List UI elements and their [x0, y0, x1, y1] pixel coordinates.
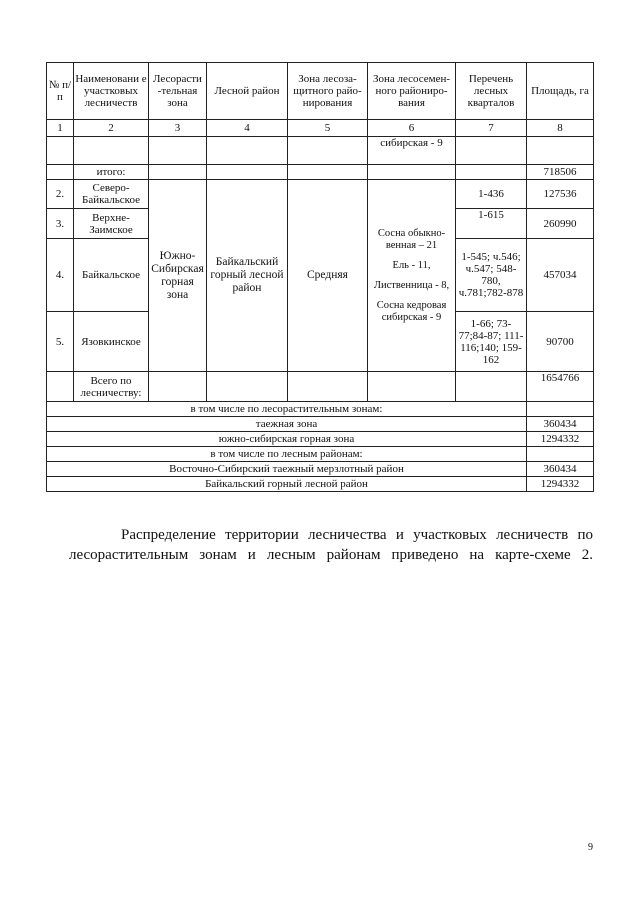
summary-label: в том числе по лесным районам:	[47, 447, 527, 462]
page-number: 9	[588, 842, 593, 853]
header-region: Лесной район	[207, 63, 288, 120]
row-quarters: 1-436	[456, 180, 527, 209]
row-num: 3.	[47, 209, 74, 239]
species-larch: Лиственница - 8,	[373, 279, 450, 291]
species-spruce: Ель - 11,	[392, 259, 431, 271]
col-number: 3	[149, 120, 207, 137]
row-num: 5.	[47, 312, 74, 372]
row-num: 2.	[47, 180, 74, 209]
summary-label: Восточно-Сибирский таежный мерзлотный район	[47, 462, 527, 477]
header-quarters: Перечень лесных кварталов	[456, 63, 527, 120]
total-label: Всего по лесничеству:	[74, 372, 149, 402]
header-num: № п/п	[47, 63, 74, 120]
species-cedar: Сосна кедровая сибирская - 9	[376, 299, 447, 323]
summary-value: 360434	[527, 462, 594, 477]
body-paragraph	[69, 525, 593, 565]
itogo-row	[47, 165, 594, 180]
col-number: 2	[74, 120, 149, 137]
column-number-row	[47, 120, 594, 137]
continuation-row	[47, 137, 594, 165]
summary-row	[47, 432, 594, 447]
summary-row	[47, 462, 594, 477]
summary-row	[47, 447, 594, 462]
summary-value	[527, 447, 594, 462]
col-number: 4	[207, 120, 288, 137]
summary-label: таежная зона	[47, 417, 527, 432]
merged-zone: Южно-Сибирская горная зона	[149, 180, 207, 372]
row-name: Верхне-Заимское	[74, 209, 149, 239]
itogo-value: 718506	[527, 165, 594, 180]
header-zone: Лесорасти -тельная зона	[149, 63, 207, 120]
species-pine: Сосна обыкно-венная – 21	[377, 227, 446, 251]
summary-label: южно-сибирская горная зона	[47, 432, 527, 447]
row-area: 90700	[527, 312, 594, 372]
merged-protect-zone: Средняя	[288, 180, 368, 372]
total-value: 1654766	[527, 372, 594, 402]
col-number: 1	[47, 120, 74, 137]
summary-row	[47, 417, 594, 432]
summary-value: 1294332	[527, 477, 594, 492]
summary-label: Байкальский горный лесной район	[47, 477, 527, 492]
row-quarters: 1-545; ч.546; ч.547; 548-780, ч.781;782-878	[456, 239, 527, 312]
header-name: Наименовани е участковых лесничеств	[74, 63, 149, 120]
summary-label: в том числе по лесорастительным зонам:	[47, 402, 527, 417]
continued-species: сибирская - 9	[368, 137, 456, 165]
total-row	[47, 372, 594, 402]
merged-species	[368, 180, 456, 372]
row-num: 4.	[47, 239, 74, 312]
summary-row	[47, 477, 594, 492]
row-name: Язовкинское	[74, 312, 149, 372]
col-number: 5	[288, 120, 368, 137]
header-protect-zone: Зона лесоза-щитного райо-нирования	[288, 63, 368, 120]
itogo-label: итого:	[74, 165, 149, 180]
col-number: 8	[527, 120, 594, 137]
paragraph-text: Распределение территории лесничества и участковых лесничеств по лесорастительным зонам и лесным районам приведено на карте-схеме 2.	[69, 527, 593, 563]
merged-region: Байкальский горный лесной район	[207, 180, 288, 372]
row-name: Северо-Байкальское	[74, 180, 149, 209]
summary-row	[47, 402, 594, 417]
row-quarters: 1-615	[456, 209, 527, 239]
row-area: 127536	[527, 180, 594, 209]
col-number: 6	[368, 120, 456, 137]
row-area: 260990	[527, 209, 594, 239]
summary-value: 360434	[527, 417, 594, 432]
header-row	[47, 63, 594, 120]
row-quarters: 1-66; 73-77;84-87; 111-116;140; 159-162	[456, 312, 527, 372]
header-area: Площадь, га	[527, 63, 594, 120]
summary-value: 1294332	[527, 432, 594, 447]
table-row	[47, 180, 594, 209]
col-number: 7	[456, 120, 527, 137]
header-seed-zone: Зона лесосемен-ного райониро-вания	[368, 63, 456, 120]
row-name: Байкальское	[74, 239, 149, 312]
row-area: 457034	[527, 239, 594, 312]
forest-zones-table	[46, 62, 594, 492]
summary-value	[527, 402, 594, 417]
